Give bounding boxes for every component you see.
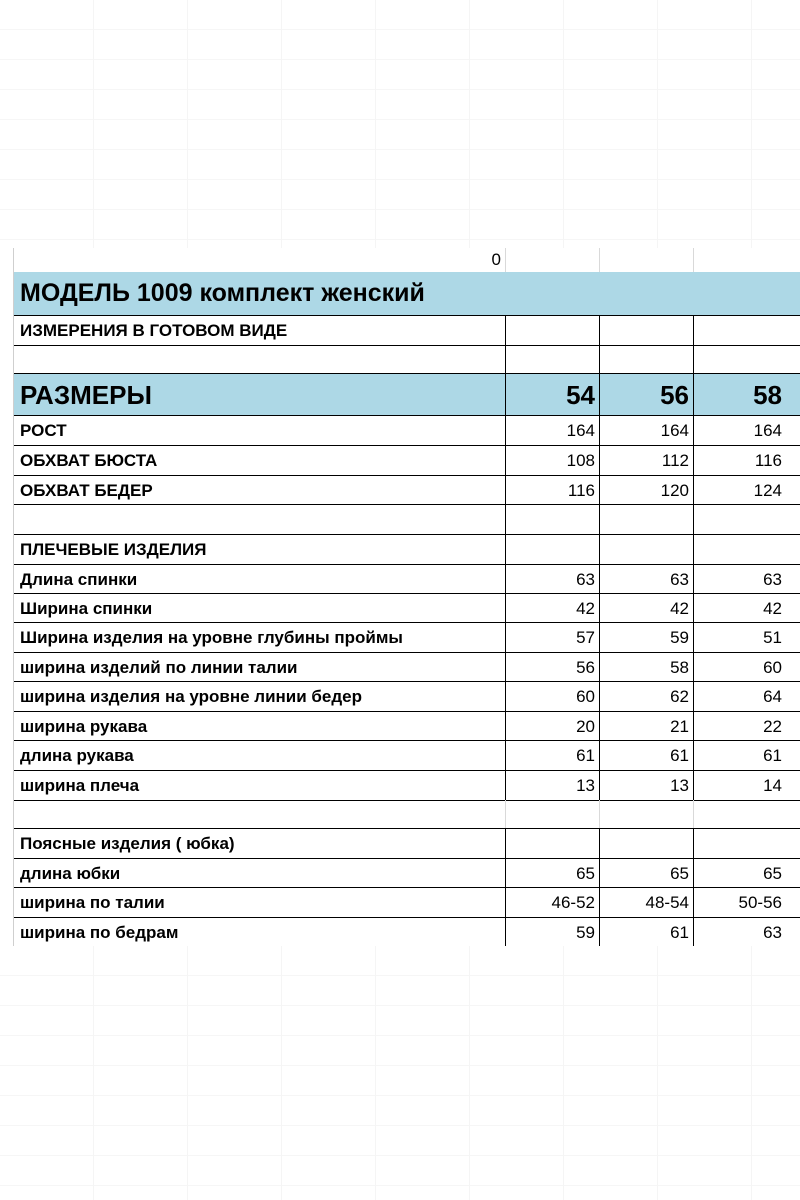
section-label: ПЛЕЧЕВЫЕ ИЗДЕЛИЯ (20, 540, 207, 559)
cell-value: 61 (763, 746, 782, 765)
table-row (14, 415, 800, 446)
size-cell-54[interactable] (505, 374, 599, 416)
cell-value: 61 (670, 746, 689, 765)
section-label: Поясные изделия ( юбка) (20, 834, 235, 853)
cell-value: 14 (763, 775, 782, 795)
size-value: 56 (660, 379, 689, 410)
title-cell[interactable] (14, 272, 800, 315)
title-row (14, 272, 800, 315)
table-row (14, 445, 800, 476)
cell-value: 164 (660, 421, 689, 440)
cell-value: 164 (566, 421, 595, 440)
table-row (14, 917, 800, 947)
value-cell[interactable] (693, 771, 800, 800)
cell-value: 56 (576, 657, 595, 677)
cell-value: 63 (670, 569, 689, 589)
value-cell[interactable] (599, 476, 693, 505)
row-label-cell[interactable] (14, 859, 505, 888)
row-label: ширина по талии (20, 893, 165, 912)
column-line (505, 315, 506, 800)
value-cell[interactable] (599, 594, 693, 623)
cell-value: 63 (763, 569, 782, 589)
section-row (14, 828, 800, 859)
value-cell[interactable] (505, 712, 599, 741)
value-cell[interactable] (693, 859, 800, 888)
value-cell[interactable] (505, 446, 599, 476)
column-line (693, 828, 694, 946)
measurements-row (14, 315, 800, 346)
value-cell[interactable] (599, 446, 693, 476)
cell-value: 48-54 (645, 893, 689, 912)
row-label-cell[interactable] (14, 594, 505, 623)
value-cell[interactable] (693, 623, 800, 653)
value-cell[interactable] (599, 859, 693, 888)
cell-value: 42 (670, 598, 689, 618)
row-label-cell[interactable] (14, 623, 505, 653)
value-cell[interactable] (599, 771, 693, 800)
cell-value: 108 (566, 451, 595, 470)
value-cell[interactable] (505, 682, 599, 712)
column-line (693, 315, 694, 800)
table-row (14, 740, 800, 771)
page-title: МОДЕЛЬ 1009 комплект женский (20, 279, 425, 307)
measurements-cell[interactable] (14, 316, 505, 346)
row-label-cell[interactable] (14, 476, 505, 505)
cell-value: 57 (576, 628, 595, 647)
value-cell[interactable] (693, 918, 800, 947)
value-cell[interactable] (693, 712, 800, 741)
measurements-label: ИЗМЕРЕНИЯ В ГОТОВОМ ВИДЕ (20, 321, 288, 340)
row-label-cell[interactable] (14, 918, 505, 947)
row-label: ОБХВАТ БЕДЕР (20, 480, 153, 500)
cell-value: 63 (763, 922, 782, 942)
row-label: длина юбки (20, 863, 121, 883)
size-value: 58 (753, 379, 782, 410)
cell-value: 120 (660, 480, 689, 500)
size-cell-58[interactable] (693, 374, 800, 416)
value-cell[interactable] (693, 476, 800, 505)
value-cell[interactable] (599, 918, 693, 947)
row-label-cell[interactable] (14, 771, 505, 800)
column-line (599, 828, 600, 946)
value-cell[interactable] (693, 653, 800, 682)
section-label-cell[interactable] (14, 535, 505, 565)
cell-value: 65 (576, 863, 595, 883)
row-label: ширина по бедрам (20, 922, 179, 942)
table-row (14, 622, 800, 653)
value-cell[interactable] (693, 446, 800, 476)
cell-value: 64 (763, 687, 782, 706)
table-row (14, 475, 800, 505)
value-cell[interactable] (693, 741, 800, 771)
value-cell[interactable] (505, 594, 599, 623)
row-label: ширина плеча (20, 775, 140, 795)
value-cell[interactable] (693, 565, 800, 594)
value-cell[interactable] (693, 416, 800, 446)
row-label-cell[interactable] (14, 741, 505, 771)
row-label: Длина спинки (20, 569, 138, 589)
row-label: Ширина спинки (20, 598, 153, 618)
row-label-cell[interactable] (14, 682, 505, 712)
table-row (14, 564, 800, 594)
cell-value: 59 (670, 628, 689, 647)
cell-value: 13 (576, 775, 595, 795)
row-label-cell[interactable] (14, 446, 505, 476)
row-label: длина рукава (20, 746, 134, 765)
value-cell[interactable] (599, 565, 693, 594)
row-label-cell[interactable] (14, 888, 505, 918)
cell-value: 62 (670, 687, 689, 706)
cell-value: 21 (670, 716, 689, 736)
value-cell[interactable] (599, 888, 693, 918)
value-cell[interactable] (505, 565, 599, 594)
value-cell[interactable] (505, 623, 599, 653)
row-label: ширина изделий по линии талии (20, 657, 298, 677)
value-cell[interactable] (505, 416, 599, 446)
value-cell[interactable] (505, 476, 599, 505)
row-label: Ширина изделия на уровне глубины проймы (20, 628, 403, 647)
cell-value: 60 (576, 687, 595, 706)
cell-value: 116 (754, 451, 782, 470)
cell-value: 63 (576, 569, 595, 589)
table-row (14, 770, 800, 801)
row-label-cell[interactable] (14, 416, 505, 446)
cell-value: 112 (661, 451, 689, 470)
row-label: ОБХВАТ БЮСТА (20, 451, 158, 470)
value-cell[interactable] (505, 918, 599, 947)
cell-value: 124 (753, 480, 782, 500)
table-row (14, 887, 800, 918)
sizes-label: РАЗМЕРЫ (20, 379, 152, 410)
value-cell[interactable] (505, 741, 599, 771)
blank-row (14, 504, 800, 535)
section-label-cell[interactable] (14, 829, 505, 859)
top-row (14, 248, 800, 272)
cell-value: 51 (763, 628, 782, 647)
column-line (505, 828, 506, 946)
table-row (14, 681, 800, 712)
table-row (14, 858, 800, 888)
cell-value: 46-52 (551, 893, 595, 912)
value-cell[interactable] (693, 888, 800, 918)
table-row (14, 593, 800, 623)
cell-value: 20 (576, 716, 595, 736)
value-cell[interactable] (599, 416, 693, 446)
cell-value: 22 (763, 716, 782, 736)
row-label: ширина изделия на уровне линии бедер (20, 687, 363, 706)
top-cell-value: 0 (491, 250, 501, 269)
cell-value: 50-56 (738, 893, 782, 912)
row-label-cell[interactable] (14, 565, 505, 594)
blank-row (14, 800, 800, 828)
cell-value: 42 (576, 598, 595, 618)
value-cell[interactable] (505, 771, 599, 800)
cell-value: 13 (670, 775, 689, 795)
size-cell-56[interactable] (599, 374, 693, 416)
cell-value: 65 (670, 863, 689, 883)
value-cell[interactable] (505, 653, 599, 682)
row-label: РОСТ (20, 421, 67, 440)
row-label-cell[interactable] (14, 653, 505, 682)
cell-value: 65 (763, 863, 782, 883)
row-label: ширина рукава (20, 716, 148, 736)
value-cell[interactable] (599, 741, 693, 771)
value-cell[interactable] (599, 653, 693, 682)
size-value: 54 (566, 379, 595, 410)
cell-value: 59 (576, 922, 595, 942)
row-label-cell[interactable] (14, 712, 505, 741)
table-row (14, 711, 800, 741)
cell-value: 60 (763, 657, 782, 677)
cell-value: 164 (753, 421, 782, 440)
value-cell[interactable] (599, 682, 693, 712)
blank-row (14, 345, 800, 374)
cell-value: 61 (670, 922, 689, 942)
value-cell[interactable] (599, 712, 693, 741)
column-line (599, 315, 600, 800)
value-cell[interactable] (505, 859, 599, 888)
cell-value: 42 (763, 598, 782, 618)
sizes-row (14, 373, 800, 416)
value-cell[interactable] (693, 682, 800, 712)
cell-value: 61 (576, 746, 595, 765)
value-cell[interactable] (599, 623, 693, 653)
top-cell[interactable] (14, 248, 505, 272)
section-row (14, 534, 800, 565)
cell-value: 58 (670, 657, 689, 677)
cell-value: 116 (567, 480, 595, 500)
value-cell[interactable] (505, 888, 599, 918)
value-cell[interactable] (693, 594, 800, 623)
table-row (14, 652, 800, 682)
sizes-label-cell[interactable] (14, 374, 505, 416)
